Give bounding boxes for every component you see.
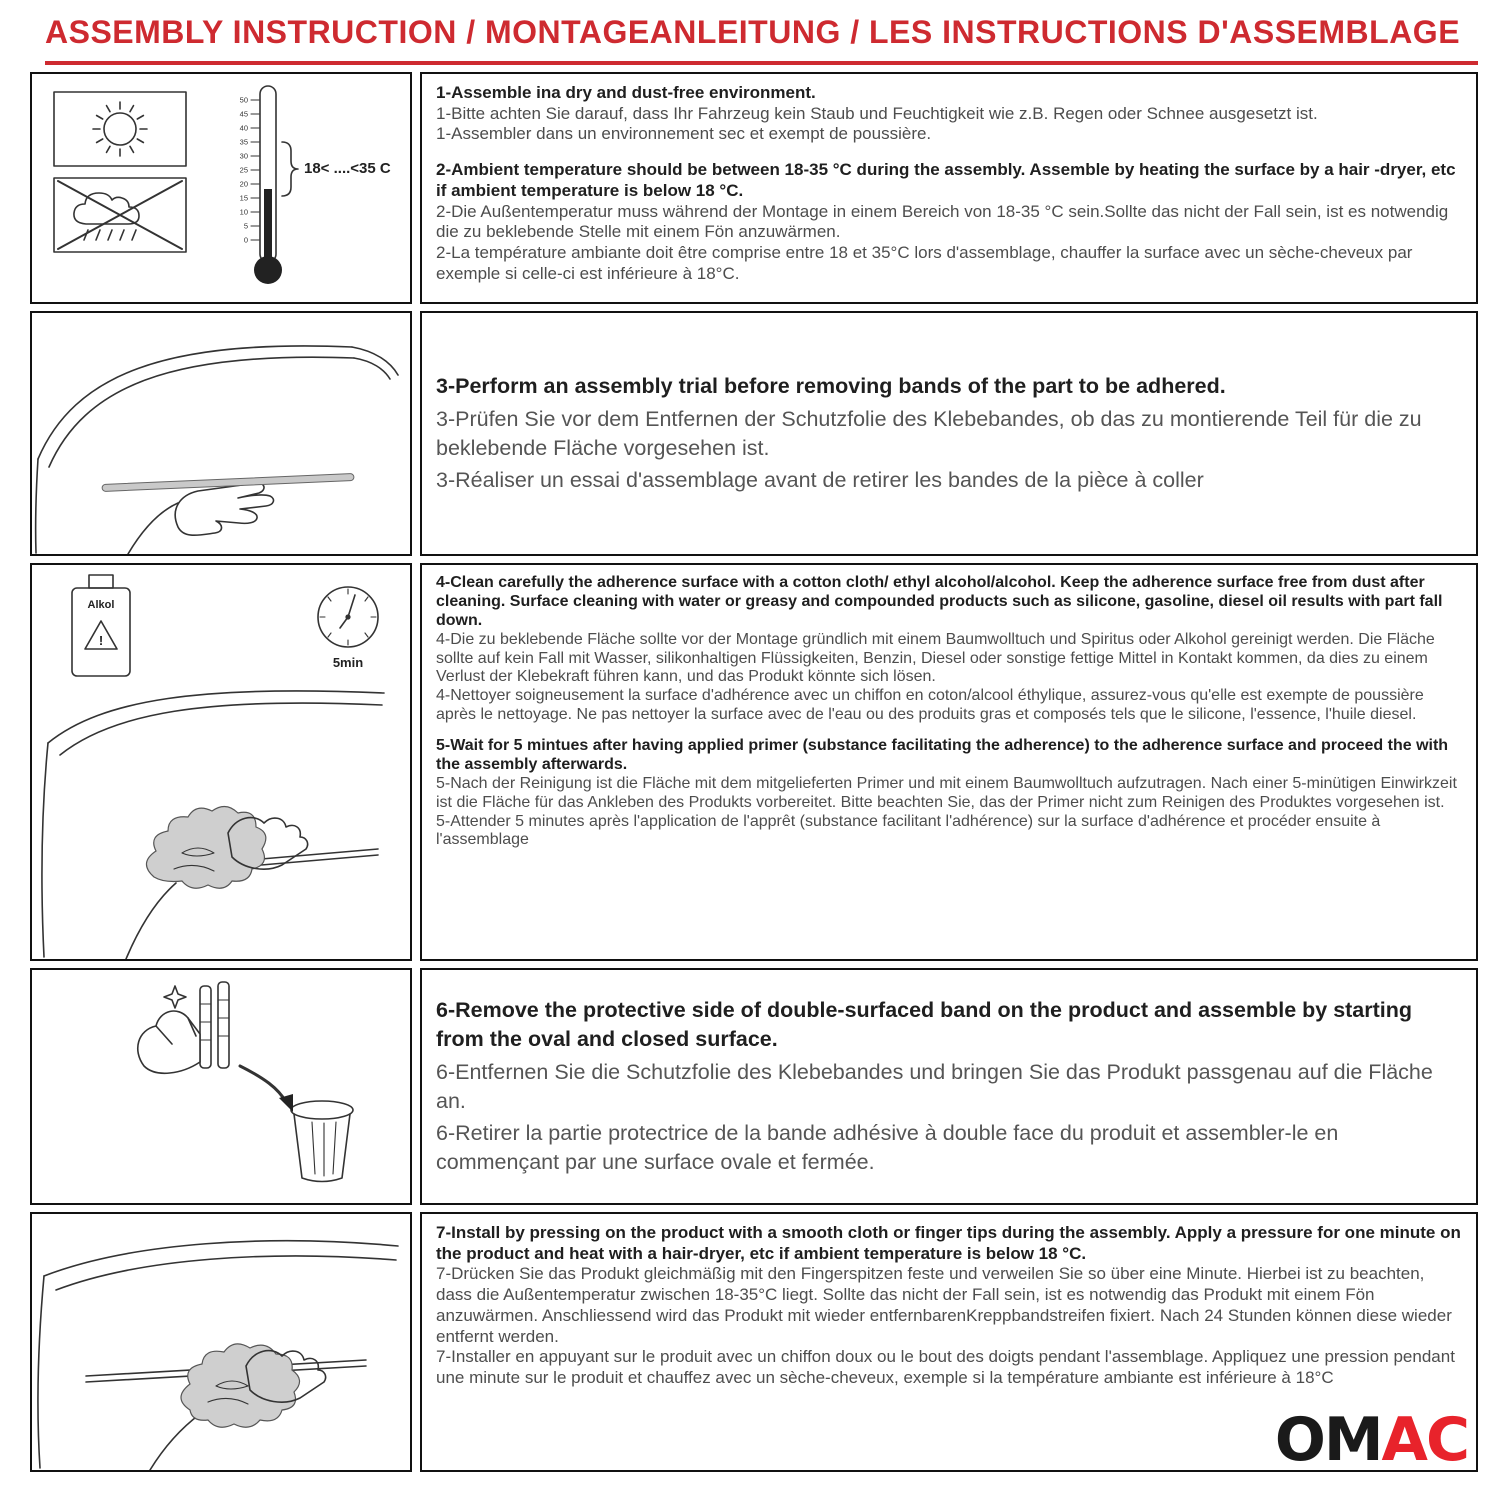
instruction-de: 4-Die zu beklebende Fläche sollte vor der Montage gründlich mit einem Baumwolltuch und Spiritus oder Alkohol gereinigt werden. Die Fläche sollte auf kein Fall mit Wasser, silikonhaltigen Flüssigkeiten, Benzin, Diesel oder sonstige fettige Mittel in Kontakt kommen, da dies zu einem Verlust der Klebekraft führen kann, und das Produkt könnte sich lösen.: [436, 630, 1435, 686]
instruction-de: 1-Bitte achten Sie darauf, dass Ihr Fahrzeug kein Staub und Feuchtigkeit wie z.B. Regen oder Schnee ausgesetzt ist.: [436, 103, 1318, 123]
rain-cloud-icon: [74, 193, 139, 240]
illustration-assembly-trial: [30, 311, 412, 556]
bottle-label: Alkol: [87, 599, 115, 611]
instruction-en: 6-Remove the protective side of double-surfaced band on the product and assemble by starting from the oval and closed surface.: [436, 998, 1413, 1051]
step-row-1: [30, 72, 1478, 304]
instruction-de: 3-Prüfen Sie vor dem Entfernen der Schutzfolie des Klebebandes, ob das zu montierende Teil für die zu beklebende Fläche vorgesehen ist.: [436, 406, 1422, 460]
hand-with-bands-icon: [138, 982, 229, 1073]
instruction-de: 7-Drücken Sie das Produkt gleichmäßig mit den Fingerspitzen feste und verweilen Sie so über eine Minute. Hierbei ist zu beachten, dass die Außentemperatur zwischen 18-35°C liegt. Sollte das nicht der Fall sein, ist es notwendig das Produkt mit einem Fön anzuwärmen. Anschliessend wird das Produkt mit wieder entfernbarenKreppbandstreifen fixiert. Nach 24 Stunden können diese wieder entfernt werden.: [436, 1264, 1452, 1346]
sun-icon: [93, 102, 147, 156]
range-bracket: [282, 142, 298, 196]
instruction-en: 4-Clean carefully the adherence surface with a cotton cloth/ ethyl alcohol/alcohol. Keep the adherence surface free from dust after cleaning. Surface cleaning with water or greasy and compounded products such as silicone, gasoline, diesel oil results with part fall down.: [436, 574, 1443, 629]
svg-text:15: 15: [239, 193, 248, 203]
illustration-environment-temperature: [30, 72, 412, 304]
svg-text:10: 10: [239, 207, 248, 217]
instruction-de: 5-Nach der Reinigung ist die Fläche mit dem mitgelieferten Primer und mit einem Baumwolltuch aufzutragen. Nach einer 5-minütigen Einwirkzeit ist die Fläche für das Ankleben des Produkts vorbereitet. Bitte beachten Sie, das der Primer nicht zum Reinigen des Produktes vorgesehen ist.: [436, 774, 1457, 811]
instructions-step-7: [420, 1212, 1478, 1472]
remove-band-drawing: [32, 970, 410, 1203]
instruction-fr: 5-Attender 5 minutes après l'application de l'apprêt (substance facilitant l'adhérence) sur la surface d'adhérence et procéder ensuite à l'assemblage: [436, 812, 1381, 849]
clock-icon: [318, 587, 378, 647]
logo-text-red: AC: [1381, 1405, 1468, 1472]
instruction-de: 2-Die Außentemperatur muss während der Montage in einem Bereich von 18-35 °C sein.Sollte das nicht der Fall sein, ist es notwendig die zu beklebende Stelle mit einem Fön anzuwärmen.: [436, 201, 1449, 242]
clean-surface-drawing: [32, 565, 410, 959]
hand-icon: [128, 483, 273, 554]
omac-logo: [1269, 1405, 1468, 1472]
arrow-to-trash: [240, 1066, 286, 1102]
trash-can-icon: [291, 1101, 353, 1182]
svg-text:50: 50: [239, 95, 248, 105]
temperature-range-label: 18< ....<35 C: [304, 160, 391, 177]
illustration-press-product: [30, 1212, 412, 1472]
cleaning-cloth: [146, 806, 265, 888]
illustration-clean-surface: [30, 563, 412, 961]
instructions-steps-4-5: [420, 563, 1478, 961]
arm-line: [150, 1414, 200, 1470]
instruction-de: 6-Entfernen Sie die Schutzfolie des Klebebandes und bringen Sie das Produkt passgenau auf die Fläche an.: [436, 1059, 1433, 1113]
instruction-fr: 2-La température ambiante doit être comprise entre 18 et 35°C lors d'assemblage, chauffer la surface avec un sèche-cheveux par exemple si celle-ci est inférieure à 18°C.: [436, 243, 1413, 283]
thermometer-bulb: [254, 256, 282, 284]
instruction-en: 7-Install by pressing on the product with a smooth cloth or finger tips during the assembly. Apply a pressure for one minute on the product and heat with a hair-dryer, etc if ambient temperature is below 18 °C.: [436, 1223, 1461, 1263]
instruction-en: 2-Ambient temperature should be between 18-35 °C during the assembly. Assemble by heating the surface by a hair -dryer, etc if ambient temperature is below 18 °C.: [436, 160, 1456, 200]
environment-temperature-drawing: [32, 74, 410, 302]
svg-text:40: 40: [239, 123, 248, 133]
instruction-fr: 7-Installer en appuyant sur le produit avec un chiffon doux ou le bout des doigts pendant l'assemblage. Appliquez une pression pendant une minute sur le produit et chauffez avec un sèche-cheveux, exemple si la température ambiante est inférieure à 18°C: [436, 1347, 1455, 1388]
svg-text:20: 20: [239, 179, 248, 189]
svg-text:25: 25: [239, 165, 248, 175]
warning-mark: !: [98, 633, 104, 648]
instruction-fr: 4-Nettoyer soigneusement la surface d'adhérence avec un chiffon en coton/alcool éthylique, assurez-vous qu'elle est exempte de poussière après le nettoyage. Ne pas nettoyer la surface avec de l'eau ou des produits gras et composés tels que le silicone, l'essence, l'huile diesel.: [436, 687, 1424, 724]
sparkle-icon: [164, 986, 186, 1008]
page-title: ASSEMBLY INSTRUCTION / MONTAGEANLEITUNG / LES INSTRUCTIONS D'ASSEMBLAGE: [45, 14, 1461, 50]
title-underline: [45, 61, 1478, 65]
instruction-en: 5-Wait for 5 mintues after having applied primer (substance facilitating the adherence) to the adherence surface and proceed the with the assembly afterwards.: [436, 737, 1449, 773]
svg-text:30: 30: [239, 151, 248, 161]
assembly-trial-drawing: [32, 313, 410, 554]
step-row-2: [30, 311, 1478, 556]
instructions-steps-1-2: [420, 72, 1478, 304]
thermometer-tick-labels: [240, 96, 248, 245]
arm-line: [126, 883, 176, 959]
press-product-drawing: [32, 1214, 410, 1470]
instruction-fr: 6-Retirer la partie protectrice de la bande adhésive à double face du produit et assembler-le en commençant par une surface ovale et fermée.: [436, 1121, 1339, 1175]
wait-time-label: 5min: [332, 655, 364, 670]
svg-text:0: 0: [243, 235, 248, 245]
svg-text:5: 5: [243, 221, 248, 231]
instruction-en: 1-Assemble ina dry and dust-free environment.: [436, 83, 816, 102]
step-row-5: [30, 1212, 1478, 1472]
alcohol-bottle-icon: [72, 575, 130, 676]
thermometer-icon: [251, 86, 298, 262]
step-row-3: [30, 563, 1478, 961]
step-row-4: [30, 968, 1478, 1205]
svg-text:35: 35: [239, 137, 248, 147]
illustration-remove-band: [30, 968, 412, 1205]
instructions-step-6: [420, 968, 1478, 1205]
logo-text-black: OM: [1274, 1405, 1382, 1472]
instruction-en: 3-Perform an assembly trial before removing bands of the part to be adhered.: [436, 373, 1226, 398]
instructions-step-3: [420, 311, 1478, 556]
instruction-fr: 1-Assembler dans un environnement sec et exempt de poussière.: [436, 124, 932, 144]
instruction-fr: 3-Réaliser un essai d'assemblage avant de retirer les bandes de la pièce à coller: [436, 468, 1204, 493]
svg-text:45: 45: [239, 109, 248, 119]
